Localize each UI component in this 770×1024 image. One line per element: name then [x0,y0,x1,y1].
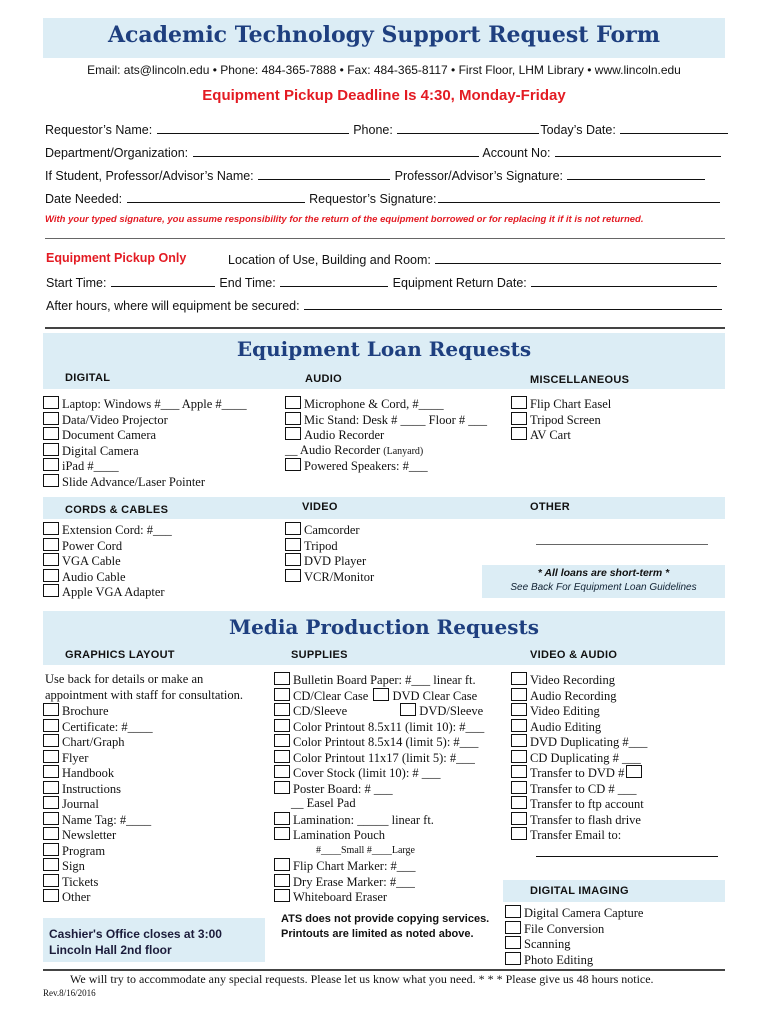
list-item: #____Small #____Large [316,844,415,856]
list-item: Tickets [43,874,243,890]
cords-heading: CORDS & CABLES [65,504,169,516]
checkbox[interactable] [43,812,59,825]
checkbox[interactable] [274,781,290,794]
checkbox[interactable] [43,889,59,902]
checkbox[interactable] [43,427,59,440]
list-item: Transfer to DVD # [511,765,647,781]
list-item: Lamination Pouch [274,827,484,843]
checkbox[interactable] [511,719,527,732]
divider [45,327,725,329]
checkbox[interactable] [285,396,301,409]
list-item: Laptop: Windows #___ Apple #____ [43,396,247,412]
list-item: Photo Editing [505,952,643,968]
checkbox[interactable] [43,781,59,794]
list-item: Whiteboard Eraser [274,889,484,905]
checkbox[interactable] [274,688,290,701]
checkbox[interactable] [285,522,301,535]
list-item: VGA Cable [43,553,172,569]
checkbox[interactable] [285,458,301,471]
graphics-list [43,672,243,905]
checkbox[interactable] [43,703,59,716]
after-hours-label: After hours, where will equipment be secured: [46,299,300,313]
list-item: Flip Chart Marker: #___ [274,858,484,874]
return-date-field[interactable] [531,274,717,287]
list-item: Microphone & Cord, #____ [285,396,487,412]
list-item: Document Camera [43,427,247,443]
checkbox[interactable] [274,889,290,902]
video-audio-heading: VIDEO & AUDIO [530,649,618,661]
account-field[interactable] [555,144,721,157]
checkbox[interactable] [285,569,301,582]
checkbox[interactable] [43,843,59,856]
supplies-list [274,672,484,905]
lanyard-note: (Lanyard) [383,445,424,457]
checkbox[interactable] [43,719,59,732]
contact-info: Email: ats@lincoln.edu • Phone: 484-365-7888 • Fax: 484-365-8117 • First Floor, LHM Library • www.lincoln.edu [87,63,681,77]
checkbox[interactable] [274,874,290,887]
list-item: CD/Clear Case DVD Clear Case [274,688,484,704]
divider [45,238,725,239]
list-item: Digital Camera [43,443,247,459]
phone-field[interactable] [397,121,539,134]
location-row [228,251,722,267]
checkbox[interactable] [511,427,527,440]
requestor-signature-field[interactable] [438,190,720,203]
list-item: Color Printout 8.5x14 (limit 5): #___ [274,734,484,750]
checkbox[interactable] [43,474,59,487]
pickup-deadline: Equipment Pickup Deadline Is 4:30, Monday-Friday [202,87,566,104]
checkbox[interactable] [511,781,527,794]
checkbox[interactable] [511,688,527,701]
list-item: Apple VGA Adapter [43,584,172,600]
list-item: Mic Stand: Desk # ____ Floor # ___ [285,412,487,428]
audio-list [285,396,487,474]
end-time-label: End Time: [219,276,276,290]
checkbox[interactable] [511,812,527,825]
list-item: File Conversion [505,921,643,937]
checkbox[interactable] [511,796,527,809]
checkbox[interactable] [274,827,290,840]
checkbox[interactable] [43,396,59,409]
dvd-clear-case-label: DVD Clear Case [392,688,478,703]
list-item: Powered Speakers: #___ [285,458,487,474]
footer-notice: We will try to accommodate any special requests. Please let us know what you need. * * * Please give us 48 hours notice. [70,972,654,986]
checkbox[interactable] [43,522,59,535]
requestor-row-4 [45,190,721,206]
start-time-field[interactable] [111,274,215,287]
short-term-note: * All loans are short-term * [537,567,670,579]
list-item: Flip Chart Easel [511,396,611,412]
checkbox[interactable] [274,858,290,871]
checkbox[interactable] [43,750,59,763]
requestor-row-2 [45,144,722,160]
audio-heading: AUDIO [305,373,342,385]
list-item: CD Duplicating # ___ [511,750,647,766]
list-item: Newsletter [43,827,243,843]
checkbox[interactable] [511,672,527,685]
checkbox[interactable] [285,538,301,551]
guidelines-note: See Back For Equipment Loan Guidelines [510,582,697,593]
revision-date: Rev.8/16/2016 [43,988,96,998]
checkbox[interactable] [274,703,290,716]
checkbox[interactable] [43,553,59,566]
list-item: iPad #____ [43,458,247,474]
requestor-name-label: Requestor’s Name: [45,123,153,137]
digital-heading: DIGITAL [65,372,111,384]
requestor-signature-label: Requestor’s Signature: [309,192,437,206]
list-item: Transfer to ftp account [511,796,647,812]
checkbox[interactable] [285,553,301,566]
checkbox[interactable] [285,412,301,425]
list-item: Audio Recording [511,688,647,704]
list-item: Video Recording [511,672,647,688]
list-item: Journal [43,796,243,812]
list-item: Extension Cord: #___ [43,522,172,538]
list-item: Data/Video Projector [43,412,247,428]
checkbox[interactable] [43,412,59,425]
checkbox[interactable] [43,827,59,840]
checkbox[interactable] [505,952,521,965]
return-date-label: Equipment Return Date: [392,276,527,290]
misc-list [511,396,611,443]
list-item: Transfer Email to: [511,827,647,843]
graphics-intro: Use back for details or make an [45,672,204,686]
checkbox[interactable] [373,688,389,701]
checkbox[interactable] [43,734,59,747]
checkbox[interactable] [274,734,290,747]
list-item: Audio Editing [511,719,647,735]
checkbox[interactable] [274,719,290,732]
checkbox[interactable] [43,765,59,778]
checkbox[interactable] [511,765,527,778]
list-item: AV Cart [511,427,611,443]
list-item: Lamination: _____ linear ft. [274,812,484,828]
list-item: Transfer to flash drive [511,812,647,828]
list-item: DVD Player [285,553,374,569]
form-title: Academic Technology Support Request Form [107,22,661,48]
list-item: Chart/Graph [43,734,243,750]
todays-date-label: Today’s Date: [540,123,616,137]
cords-list [43,522,172,600]
list-item: Other [43,889,243,905]
start-time-label: Start Time: [46,276,107,290]
pickup-only-label: Equipment Pickup Only [46,251,187,265]
checkbox[interactable] [43,569,59,582]
graphics-heading: GRAPHICS LAYOUT [65,649,175,661]
checkbox[interactable] [505,905,521,918]
end-time-field[interactable] [280,274,388,287]
advisor-name-label: If Student, Professor/Advisor’s Name: [45,169,254,183]
list-item: DVD Duplicating #___ [511,734,647,750]
video-audio-list [511,672,647,843]
checkbox[interactable] [43,584,59,597]
checkbox[interactable] [400,703,416,716]
checkbox[interactable] [274,812,290,825]
dvd-sleeve-label: DVD/Sleeve [419,704,484,718]
checkbox[interactable] [285,427,301,440]
list-item: Scanning [505,936,643,952]
list-item: Audio Cable [43,569,172,585]
imaging-heading: DIGITAL IMAGING [530,885,629,897]
list-item: Camcorder [285,522,374,538]
list-item: __ Easel Pad [291,796,356,810]
checkbox[interactable] [505,921,521,934]
checkbox[interactable] [43,458,59,471]
list-item: VCR/Monitor [285,569,374,585]
advisor-signature-label: Professor/Advisor’s Signature: [394,169,563,183]
list-item: CD/Sleeve DVD/Sleeve [274,703,484,719]
list-item: Transfer to CD # ___ [511,781,647,797]
checkbox[interactable] [274,750,290,763]
list-item: Slide Advance/Laser Pointer [43,474,247,490]
checkbox[interactable] [43,443,59,456]
list-item: Tripod [285,538,374,554]
checkbox[interactable] [274,672,290,685]
other-heading: OTHER [530,501,570,513]
media-section-title: Media Production Requests [228,615,540,639]
list-item: Video Editing [511,703,647,719]
graphics-intro: appointment with staff for consultation. [45,687,243,702]
date-needed-field[interactable] [127,190,305,203]
todays-date-field[interactable] [620,121,728,134]
list-item: Instructions [43,781,243,797]
list-item: Digital Camera Capture [505,905,643,921]
checkbox[interactable] [43,538,59,551]
list-item: Name Tag: #____ [43,812,243,828]
copy-note: ATS does not provide copying services. [281,913,490,925]
loan-section-title: Equipment Loan Requests [236,337,532,361]
list-item: Certificate: #____ [43,719,243,735]
list-item: Tripod Screen [511,412,611,428]
copy-note: Printouts are limited as noted above. [281,928,474,940]
list-item: Bulletin Board Paper: #___ linear ft. [274,672,484,688]
checkbox[interactable] [511,750,527,763]
phone-label: Phone: [353,123,393,137]
advisor-name-field[interactable] [258,167,390,180]
location-label: Location of Use, Building and Room: [228,253,431,267]
advisor-signature-field[interactable] [567,167,705,180]
list-item: Color Printout 8.5x11 (limit 10): #___ [274,719,484,735]
supplies-heading: SUPPLIES [291,649,348,661]
list-item: Color Printout 11x17 (limit 5): #___ [274,750,484,766]
list-item: Cover Stock (limit 10): # ___ [274,765,484,781]
dvd-count-box[interactable] [626,765,642,778]
list-item: Handbook [43,765,243,781]
list-item: Program [43,843,243,859]
requestor-row-1 [45,121,729,137]
other-field-line[interactable] [536,544,708,545]
misc-heading: MISCELLANEOUS [530,374,630,386]
after-hours-field[interactable] [304,297,722,310]
checkbox[interactable] [505,936,521,949]
list-item: Poster Board: # ___ [274,781,484,797]
after-hours-row [46,297,723,313]
checkbox[interactable] [43,874,59,887]
department-label: Department/Organization: [45,146,189,160]
video-heading: VIDEO [302,501,338,513]
list-item: Flyer [43,750,243,766]
checkbox[interactable] [511,396,527,409]
location-field[interactable] [435,251,721,264]
list-item: Power Cord [43,538,172,554]
signature-note: With your typed signature, you assume responsibility for the return of the equipment borrowed or for replacing it if it is not returned. [45,214,644,225]
date-needed-label: Date Needed: [45,192,123,206]
list-item: Dry Erase Marker: #___ [274,874,484,890]
requestor-name-field[interactable] [157,121,349,134]
imaging-list [505,905,643,967]
video-list [285,522,374,584]
checkbox[interactable] [511,734,527,747]
digital-list [43,396,247,489]
list-item: Audio Recorder [285,427,487,443]
checkbox[interactable] [511,703,527,716]
checkbox[interactable] [43,858,59,871]
list-item: __ Audio Recorder (Lanyard) [285,442,424,457]
requestor-row-3 [45,167,706,183]
cashier-note: Cashier's Office closes at 3:00 Lincoln Hall 2nd floor [49,927,222,957]
checkbox[interactable] [274,765,290,778]
account-label: Account No: [482,146,551,160]
time-row [46,274,718,290]
checkbox[interactable] [43,796,59,809]
email-field-line[interactable] [536,856,718,857]
department-field[interactable] [193,144,479,157]
checkbox[interactable] [511,827,527,840]
list-item: Brochure [43,703,243,719]
list-item: Sign [43,858,243,874]
checkbox[interactable] [511,412,527,425]
divider [43,969,725,971]
